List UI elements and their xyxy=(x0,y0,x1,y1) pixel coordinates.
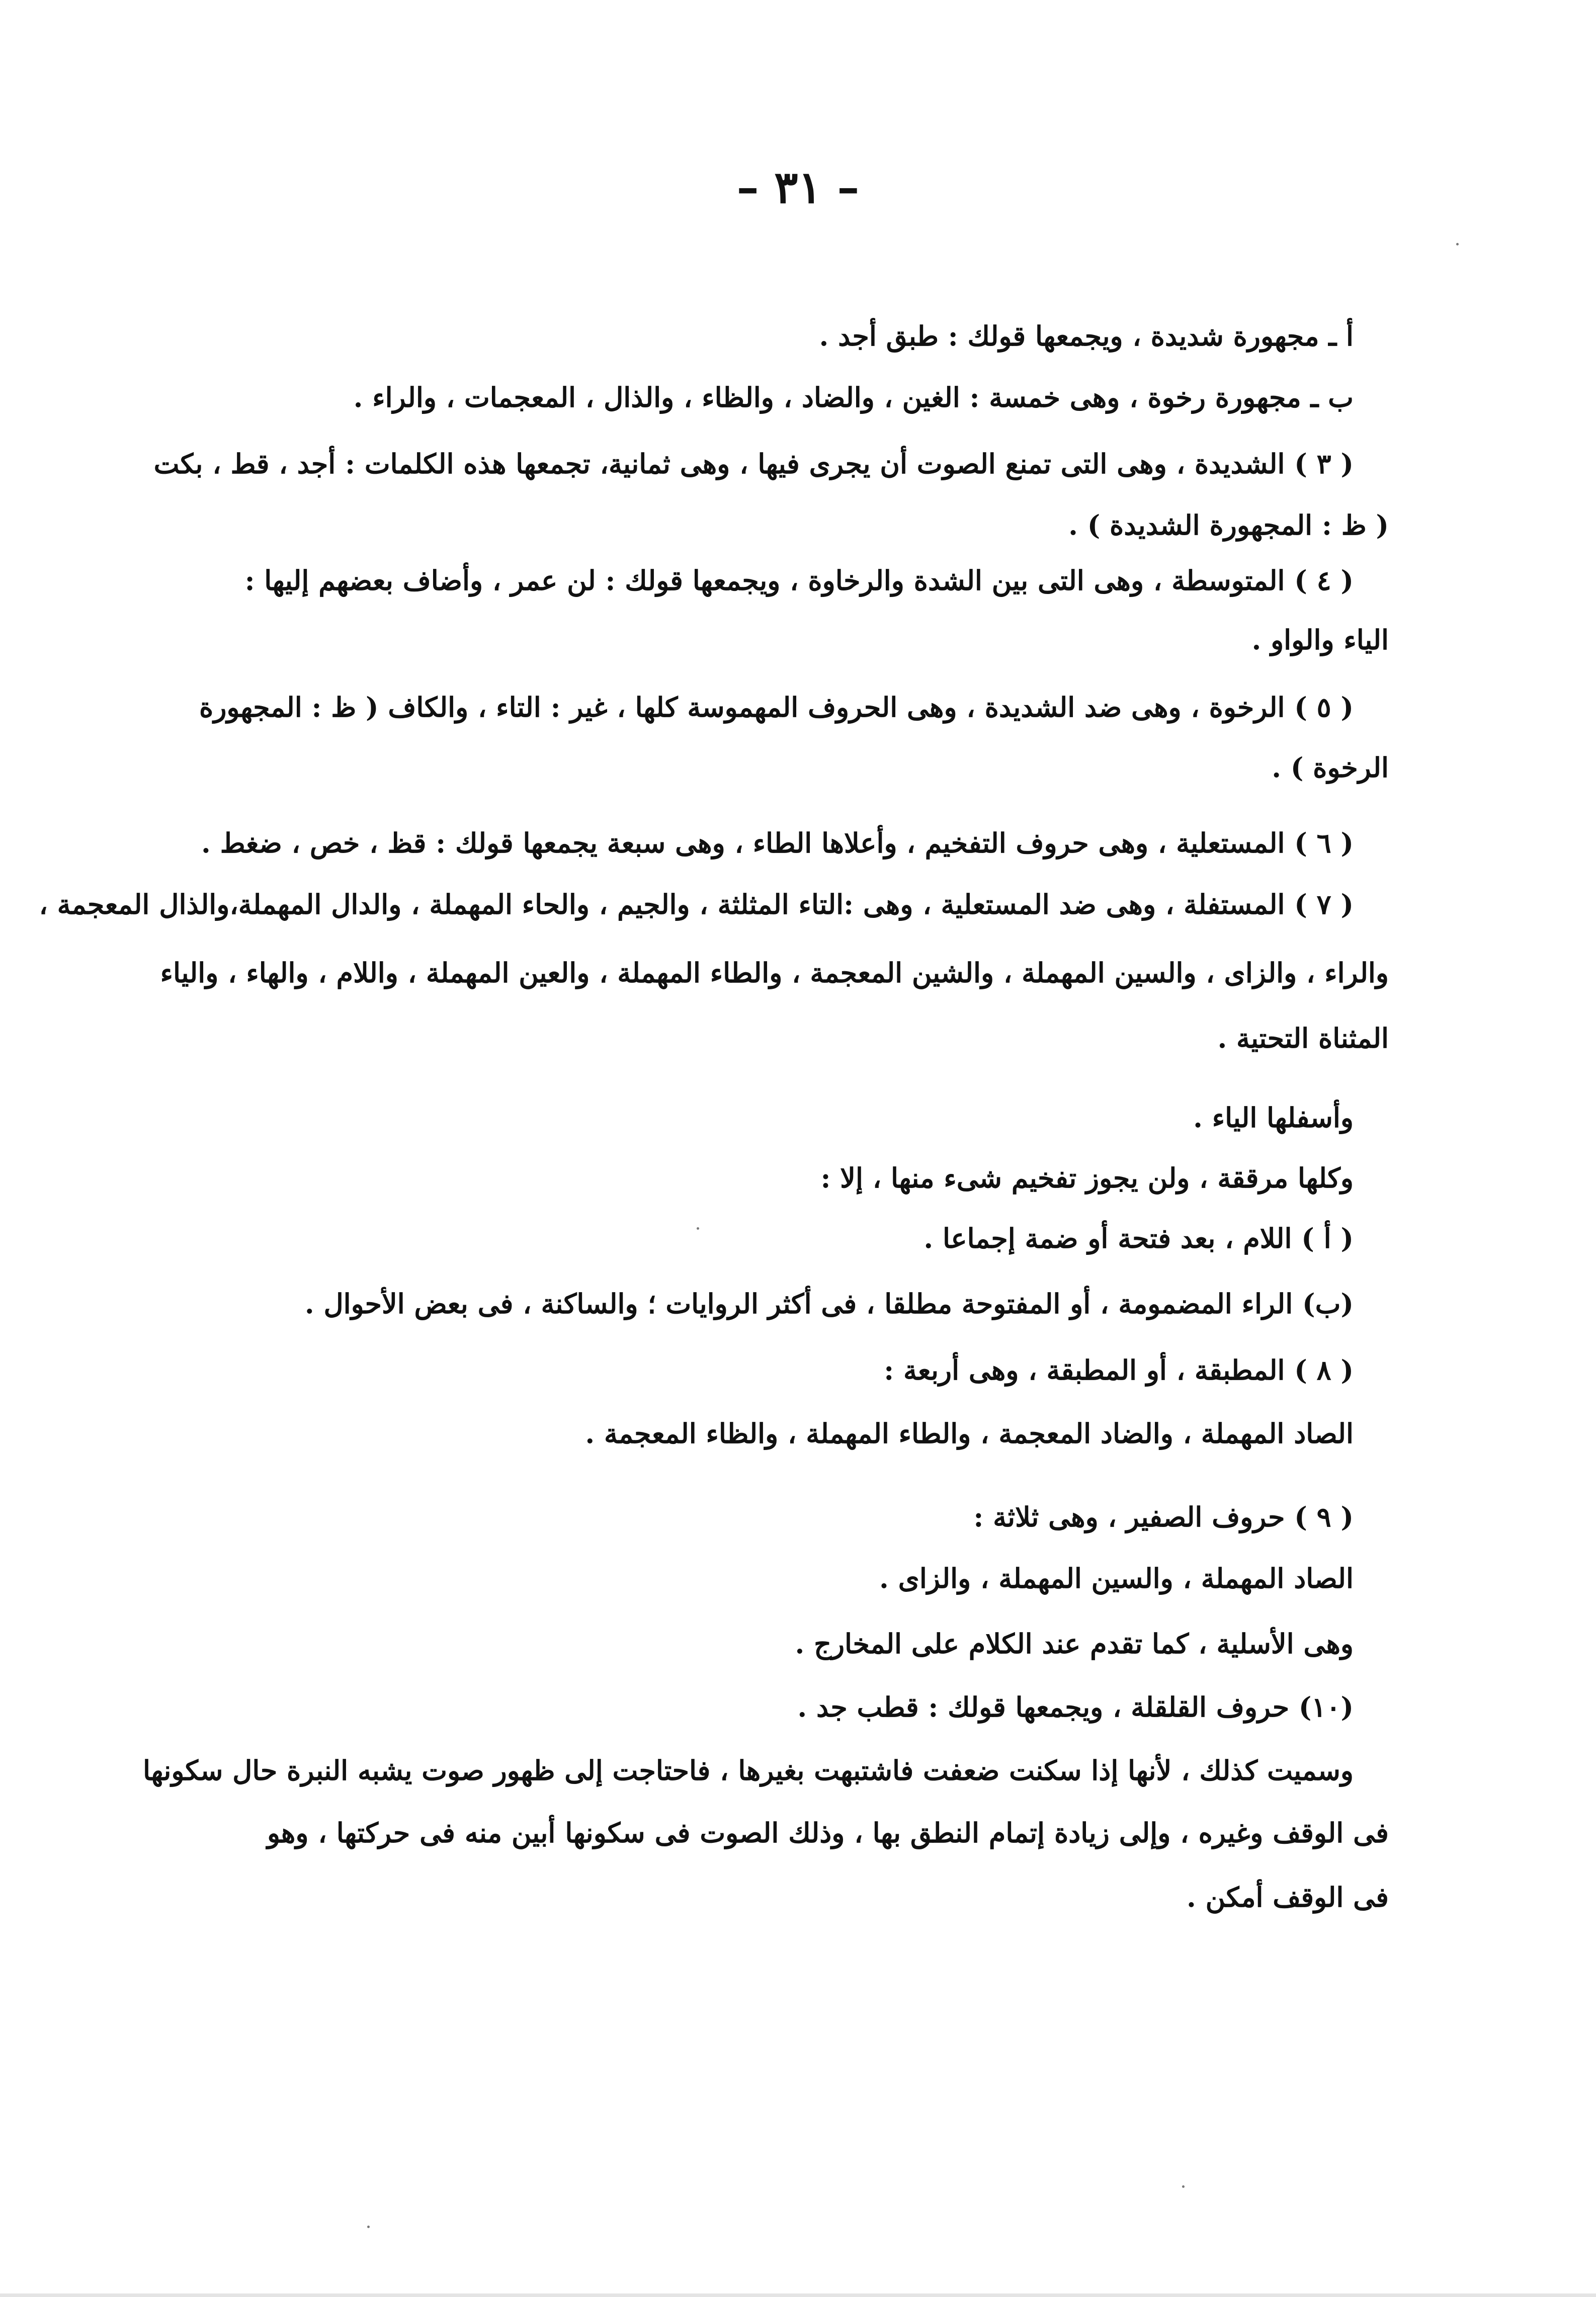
text-line: فى الوقف أمكن . xyxy=(1187,1881,1389,1913)
scan-speck xyxy=(367,2226,370,2228)
text-line: ( ٣ ) الشديدة ، وهى التى تمنع الصوت أن يجرى فيها ، وهى ثمانية، تجمعها هذه الكلمات : أجد ، قط ، بكت xyxy=(153,448,1354,480)
text-line: وأسفلها الياء . xyxy=(1193,1101,1354,1134)
text-line: وكلها مرققة ، ولن يجوز تفخيم شىء منها ، إلا : xyxy=(820,1162,1354,1194)
text-line: ( أ ) اللام ، بعد فتحة أو ضمة إجماعا . xyxy=(923,1222,1354,1254)
text-line: والراء ، والزاى ، والسين المهملة ، والشين المعجمة ، والطاء المهملة ، والعين المهملة ، واللام ، والهاء ، والياء xyxy=(160,957,1389,989)
scan-speck xyxy=(1456,243,1459,245)
text-line: الصاد المهملة ، والسين المهملة ، والزاى . xyxy=(879,1562,1354,1594)
text-line: ب ـ مجهورة رخوة ، وهى خمسة : الغين ، والضاد ، والظاء ، والذال ، المعجمات ، والراء . xyxy=(353,381,1354,413)
text-line: ( ظ : المجهورة الشديدة ) . xyxy=(1068,509,1389,541)
text-line: أ ـ مجهورة شديدة ، ويجمعها قولك : طبق أجد . xyxy=(819,320,1354,352)
scan-bottom-edge xyxy=(0,2293,1596,2297)
text-line: ( ٧ ) المستفلة ، وهى ضد المستعلية ، وهى :التاء المثلثة ، والجيم ، والحاء المهملة ، والدال المهملة،والذال المعجمة ، xyxy=(39,888,1354,920)
text-line: وهى الأسلية ، كما تقدم عند الكلام على المخارج . xyxy=(795,1628,1354,1660)
scan-speck xyxy=(697,1227,699,1230)
text-line: المثناة التحتية . xyxy=(1217,1022,1389,1054)
text-line: ( ٩ ) حروف الصفير ، وهى ثلاثة : xyxy=(973,1501,1354,1533)
text-line: ( ٥ ) الرخوة ، وهى ضد الشديدة ، وهى الحروف المهموسة كلها ، غير : التاء ، والكاف ( ظ : المجهورة xyxy=(199,691,1354,723)
text-line: ( ٤ ) المتوسطة ، وهى التى بين الشدة والرخاوة ، ويجمعها قولك : لن عمر ، وأضاف بعضهم إليها : xyxy=(244,564,1354,597)
text-line: ( ٨ ) المطبقة ، أو المطبقة ، وهى أربعة : xyxy=(884,1354,1354,1386)
text-line: (ب) الراء المضمومة ، أو المفتوحة مطلقا ، فى أكثر الروايات ؛ والساكنة ، فى بعض الأحوال . xyxy=(304,1288,1354,1320)
text-line: الياء والواو . xyxy=(1251,624,1389,656)
scan-speck xyxy=(1182,2185,1185,2188)
text-line: (١٠) حروف القلقلة ، ويجمعها قولك : قطب جد . xyxy=(797,1691,1354,1723)
page-number: – ٣١ – xyxy=(736,161,860,213)
text-line: فى الوقف وغيره ، وإلى زيادة إتمام النطق بها ، وذلك الصوت فى سكونها أبين منه فى حركتها ، وهو xyxy=(267,1817,1389,1849)
text-line: الصاد المهملة ، والضاد المعجمة ، والطاء المهملة ، والظاء المعجمة . xyxy=(585,1417,1354,1450)
text-line: وسميت كذلك ، لأنها إذا سكنت ضعفت فاشتبهت بغيرها ، فاحتاجت إلى ظهور صوت يشبه النبرة حال سكونها xyxy=(143,1754,1354,1786)
text-line: الرخوة ) . xyxy=(1272,751,1389,784)
text-line: ( ٦ ) المستعلية ، وهى حروف التفخيم ، وأعلاها الطاء ، وهى سبعة يجمعها قولك : قظ ، خص ، ضغط . xyxy=(201,827,1354,859)
